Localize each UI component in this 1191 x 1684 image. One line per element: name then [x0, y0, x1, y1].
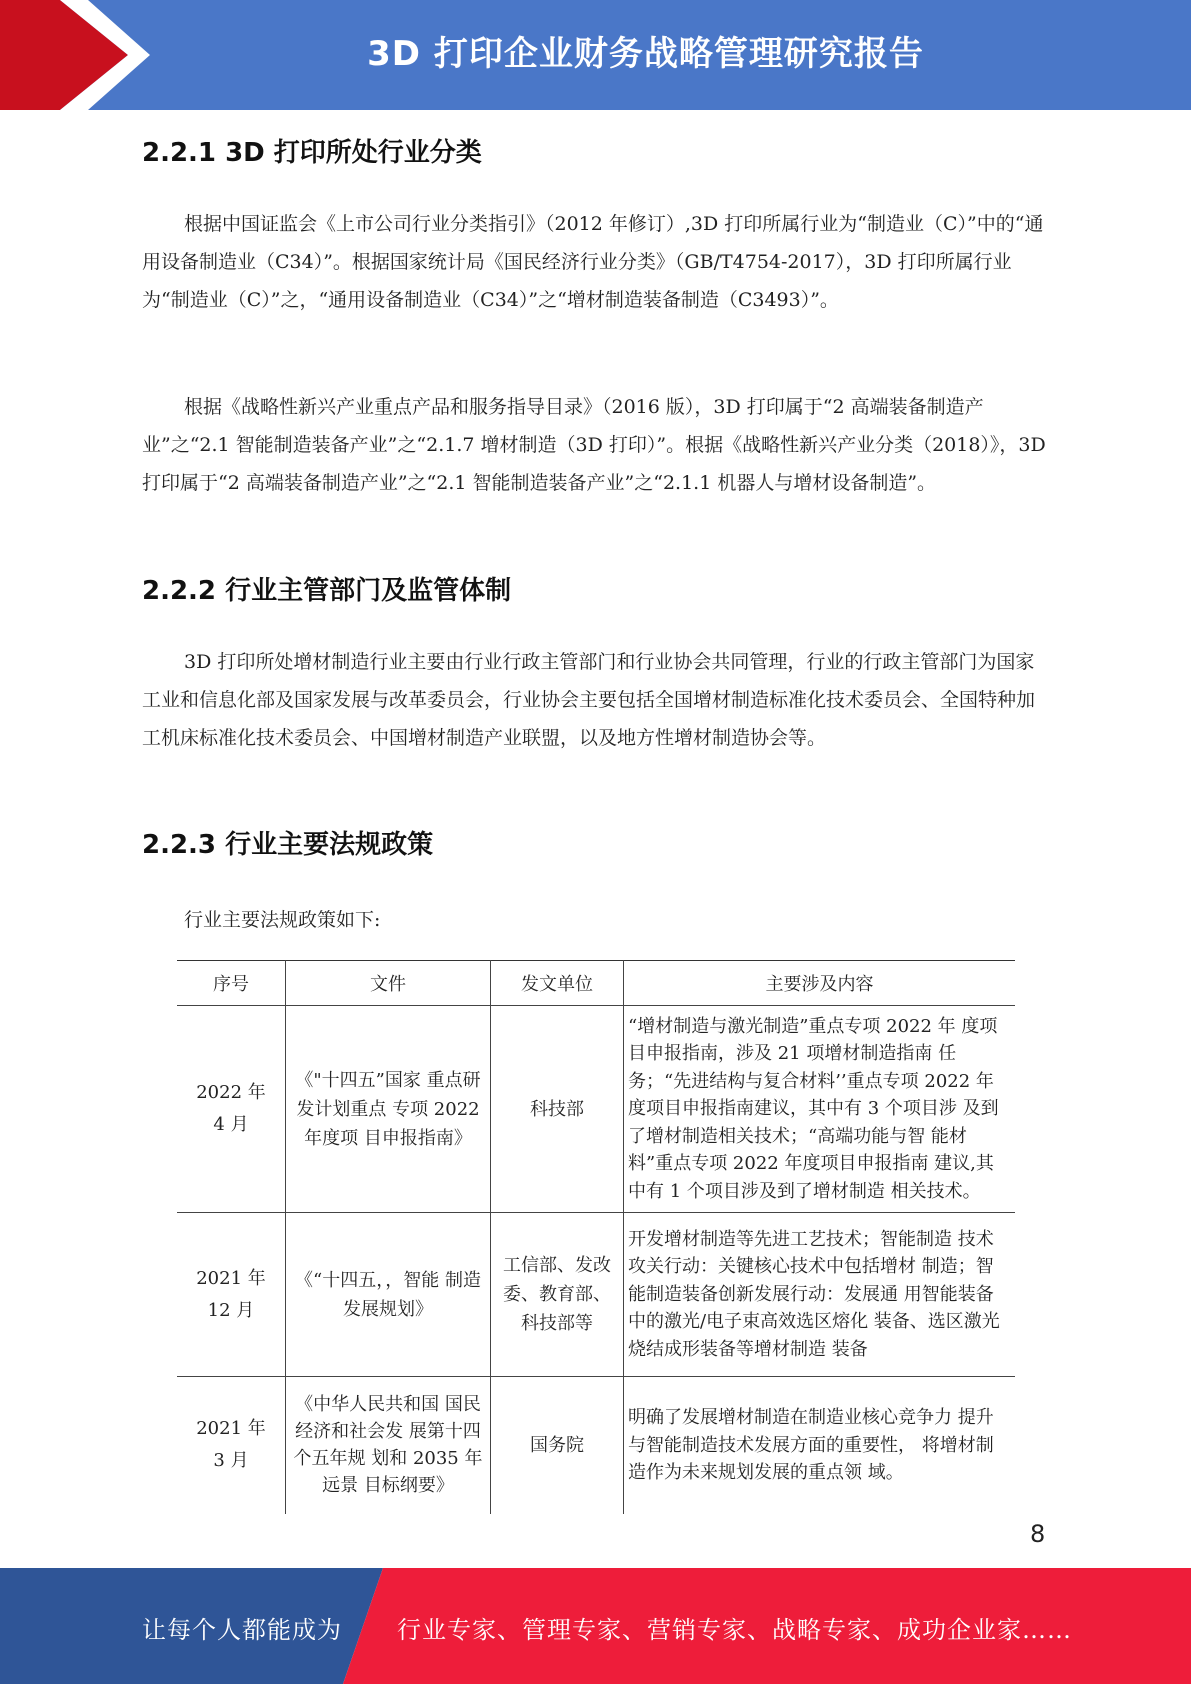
date-month: 3 月: [213, 1450, 249, 1472]
date-month: 4 月: [213, 1114, 249, 1135]
date-year: 2021 年: [196, 1267, 266, 1289]
section-heading-2-2-3: 2.2.3 行业主要法规政策: [142, 830, 434, 860]
table-cell-issuer: 国务院: [491, 1377, 624, 1514]
column-header-content: 主要涉及内容: [624, 961, 1016, 1006]
page-header: [0, 0, 1191, 110]
column-header-document: 文件: [286, 961, 491, 1006]
column-header-no: 序号: [177, 961, 286, 1006]
page-number: 8: [1030, 1520, 1046, 1548]
table-cell-issuer: 工信部、发改委、教育部、科技部等: [491, 1213, 624, 1377]
section-heading-2-2-1: 2.2.1 3D 打印所处行业分类: [142, 138, 482, 168]
policy-table: [177, 960, 1015, 1514]
page-footer: [0, 1568, 1191, 1684]
paragraph-regulatory-system: 3D 打印所处增材制造行业主要由行业行政主管部门和行业协会共同管理，行业的行政主管部门为国家工业和信息化部及国家发展与改革委员会，行业协会主要包括全国增材制造标准化技术委员会、全国特种加工机床标准化技术委员会、中国增材制造产业联盟，以及地方性增材制造协会等。: [142, 651, 1036, 749]
table-cell-content: “增材制造与激光制造”重点专项 2022 年 度项目申报指南，涉及 21 项增材制造指南 任务；“先进结构与复合材料’’重点专项 2022 年 度项目申报指南建议，其中有 3 个项目涉 及到了增材制造相关技术；“高端功能与智 能材料”重点专项 2022 年度项目申报指南 建议,其中有 1 个项目涉及到了增材制造 相关技术。: [624, 1006, 1016, 1213]
report-title: 3D 打印企业财务战略管理研究报告: [367, 34, 924, 74]
table-cell-document: 《“十四五，，智能 制造发展规划》: [286, 1213, 491, 1377]
footer-slogan-left: 让每个人都能成为: [142, 1616, 342, 1644]
table-header-row: [177, 961, 1015, 1006]
table-cell-content: 开发增材制造等先进工艺技术；智能制造 技术攻关行动：关键核心技术中包括增材 制造；智能制造装备创新发展行动：发展通 用智能装备中的激光/电子束高效选区熔化 装备、选区激光烧结成形装备等增材制造 装备: [624, 1213, 1016, 1377]
column-header-issuer: 发文单位: [491, 961, 624, 1006]
table-cell-date: [177, 1213, 286, 1377]
table-cell-document: 《"十四五”国家 重点研发计划重点 专项 2022 年度项 目申报指南》: [286, 1006, 491, 1213]
footer-slogan-right: 行业专家、管理专家、营销专家、战略专家、成功企业家……: [397, 1616, 1072, 1644]
policy-intro-text: 行业主要法规政策如下:: [184, 909, 381, 931]
date-year: 2021 年: [196, 1418, 266, 1440]
table-cell-date: [177, 1006, 286, 1213]
section-heading-2-2-2: 2.2.2 行业主管部门及监管体制: [142, 576, 512, 606]
table-cell-issuer: 科技部: [491, 1006, 624, 1213]
table-row: [177, 1006, 1015, 1213]
table-row: [177, 1213, 1015, 1377]
table-cell-document: 《中华人民共和国 国民经济和社会发 展第十四个五年规 划和 2035 年远景 目标纲要》: [286, 1377, 491, 1514]
table-cell-date: [177, 1377, 286, 1514]
paragraph-industry-classification-1: 根据中国证监会《上市公司行业分类指引》（2012 年修订）,3D 打印所属行业为“制造业（C）”中的“通用设备制造业（C34）”。根据国家统计局《国民经济行业分类》（GB/T4754-2017），3D 打印所属行业为“制造业（C）”之，“通用设备制造业（C34）”之“增材制造装备制造（C3493）”。: [142, 213, 1044, 311]
date-month: 12 月: [207, 1299, 255, 1321]
paragraph-industry-classification-2: 根据《战略性新兴产业重点产品和服务指导目录》（2016 版），3D 打印属于“2 高端装备制造产业”之“2.1 智能制造装备产业”之“2.1.7 增材制造（3D 打印）”。根据《战略性新兴产业分类（2018）》，3D 打印属于“2 高端装备制造产业”之“2.1 智能制造装备产业”之“2.1.1 机器人与增材设备制造”。: [142, 396, 1046, 494]
table-cell-content: 明确了发展增材制造在制造业核心竞争力 提升与智能制造技术发展方面的重要性， 将增材制造作为未来规划发展的重点领 域。: [624, 1377, 1016, 1514]
date-year: 2022 年: [196, 1082, 266, 1103]
table-row: [177, 1377, 1015, 1514]
